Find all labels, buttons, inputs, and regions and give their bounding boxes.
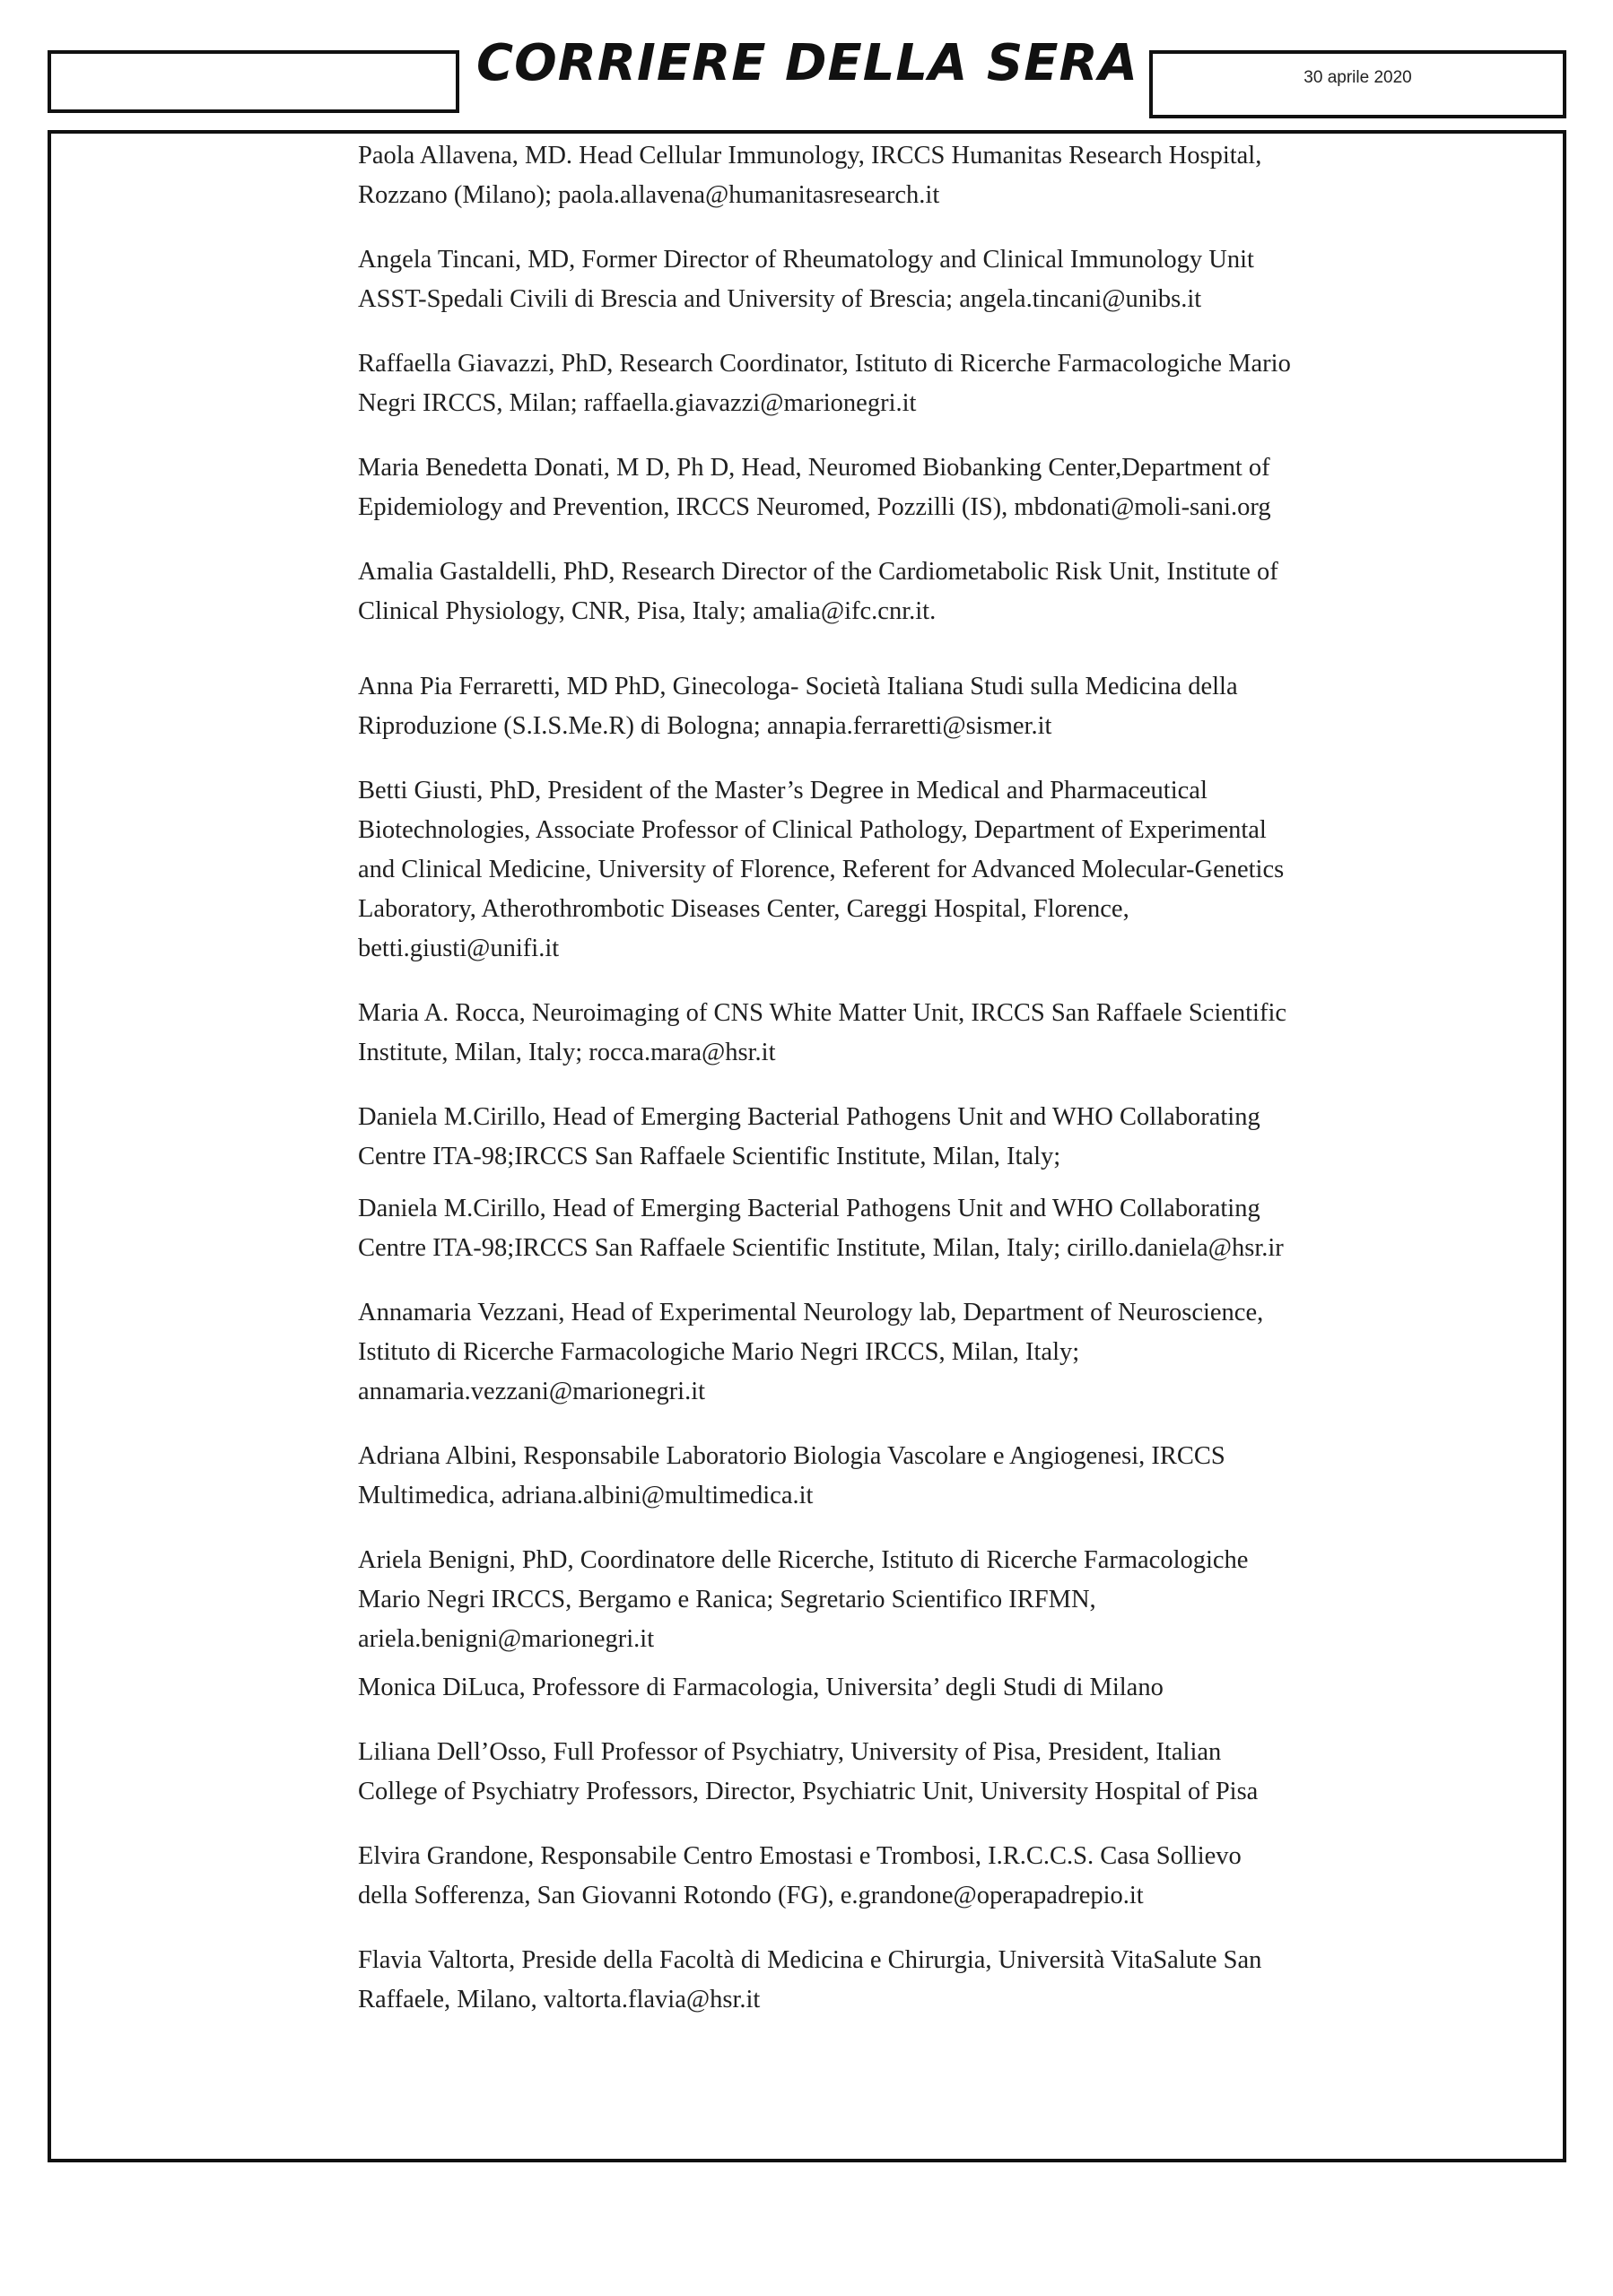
- signatory-entry: Adriana Albini, Responsabile Laboratorio Biologia Vascolare e Angiogenesi, IRCCS Multimedica, adriana.albini@multimedica.it: [358, 1442, 1225, 1509]
- signatory-entry: Raffaella Giavazzi, PhD, Research Coordinator, Istituto di Ricerche Farmacologiche Mario Negri IRCCS, Milan; raffaella.giavazzi@marionegri.it: [358, 350, 1291, 417]
- signatory-entry: Liliana Dell’Osso, Full Professor of Psychiatry, University of Pisa, President, Italian College of Psychiatry Professors, Director, Psychiatric Unit, University Hospital of Pisa: [358, 1738, 1259, 1805]
- signatory-entry: Daniela M.Cirillo, Head of Emerging Bacterial Pathogens Unit and WHO Collaborating Centre ITA-98;IRCCS San Raffaele Scientific Institute, Milan, Italy; cirillo.daniela@hsr.ir: [358, 1195, 1284, 1262]
- signatory-entry: Amalia Gastaldelli, PhD, Research Director of the Cardiometabolic Risk Unit, Institute of Clinical Physiology, CNR, Pisa, Italy; amalia@ifc.cnr.it.: [358, 558, 1278, 625]
- masthead-title: CORRIERE DELLA SERA: [476, 34, 1138, 92]
- signatory-entry: Ariela Benigni, PhD, Coordinatore delle Ricerche, Istituto di Ricerche Farmacologiche Mario Negri IRCCS, Bergamo e Ranica; Segretario Scientifico IRFMN, ariela.benigni@marionegri.it: [358, 1546, 1249, 1653]
- signatory-entry: Anna Pia Ferraretti, MD PhD, Ginecologa- Società Italiana Studi sulla Medicina della Riproduzione (S.I.S.Me.R) di Bologna; annapia.ferraretti@sismer.it: [358, 673, 1238, 740]
- publication-date: 30 aprile 2020: [1303, 68, 1412, 87]
- signatory-entry: Daniela M.Cirillo, Head of Emerging Bacterial Pathogens Unit and WHO Collaborating Centre ITA-98;IRCCS San Raffaele Scientific Institute, Milan, Italy;: [358, 1103, 1260, 1170]
- signatory-entry: Paola Allavena, MD. Head Cellular Immunology, IRCCS Humanitas Research Hospital, Rozzano (Milano); paola.allavena@humanitasresearch.it: [358, 142, 1262, 209]
- header-left-box: [48, 50, 459, 113]
- signatory-list: [358, 136, 1291, 2020]
- signatory-entry: Maria A. Rocca, Neuroimaging of CNS White Matter Unit, IRCCS San Raffaele Scientific Institute, Milan, Italy; rocca.mara@hsr.it: [358, 999, 1287, 1066]
- date-box: [1149, 50, 1566, 118]
- signatory-entry: Flavia Valtorta, Preside della Facoltà di Medicina e Chirurgia, Università VitaSalute San Raffaele, Milano, valtorta.flavia@hsr.it: [358, 1946, 1262, 2013]
- signatory-entry: Angela Tincani, MD, Former Director of Rheumatology and Clinical Immunology Unit ASST-Spedali Civili di Brescia and University of Brescia; angela.tincani@unibs.it: [358, 246, 1254, 313]
- signatory-entry: Annamaria Vezzani, Head of Experimental Neurology lab, Department of Neuroscience, Istituto di Ricerche Farmacologiche Mario Negri IRCCS, Milan, Italy; annamaria.vezzani@marionegri.it: [358, 1299, 1264, 1405]
- signatory-entry: Maria Benedetta Donati, M D, Ph D, Head, Neuromed Biobanking Center,Department of Epidemiology and Prevention, IRCCS Neuromed, Pozzilli (IS), mbdonati@moli-sani.org: [358, 454, 1271, 521]
- signatory-entry: Monica DiLuca, Professore di Farmacologia, Universita’ degli Studi di Milano: [358, 1674, 1164, 1701]
- signatory-entry: Elvira Grandone, Responsabile Centro Emostasi e Trombosi, I.R.C.C.S. Casa Sollievo della Sofferenza, San Giovanni Rotondo (FG), e.grandone@operapadrepio.it: [358, 1842, 1242, 1909]
- signatory-entry: Betti Giusti, PhD, President of the Master’s Degree in Medical and Pharmaceutical Biotechnologies, Associate Professor of Clinical Pathology, Department of Experimental and Clinical Medicine, University of Florence, Referent for Advanced Molecular-Genetics Laboratory, Atherothrombotic Diseases Center, Careggi Hospital, Florence, betti.giusti@unifi.it: [358, 777, 1285, 962]
